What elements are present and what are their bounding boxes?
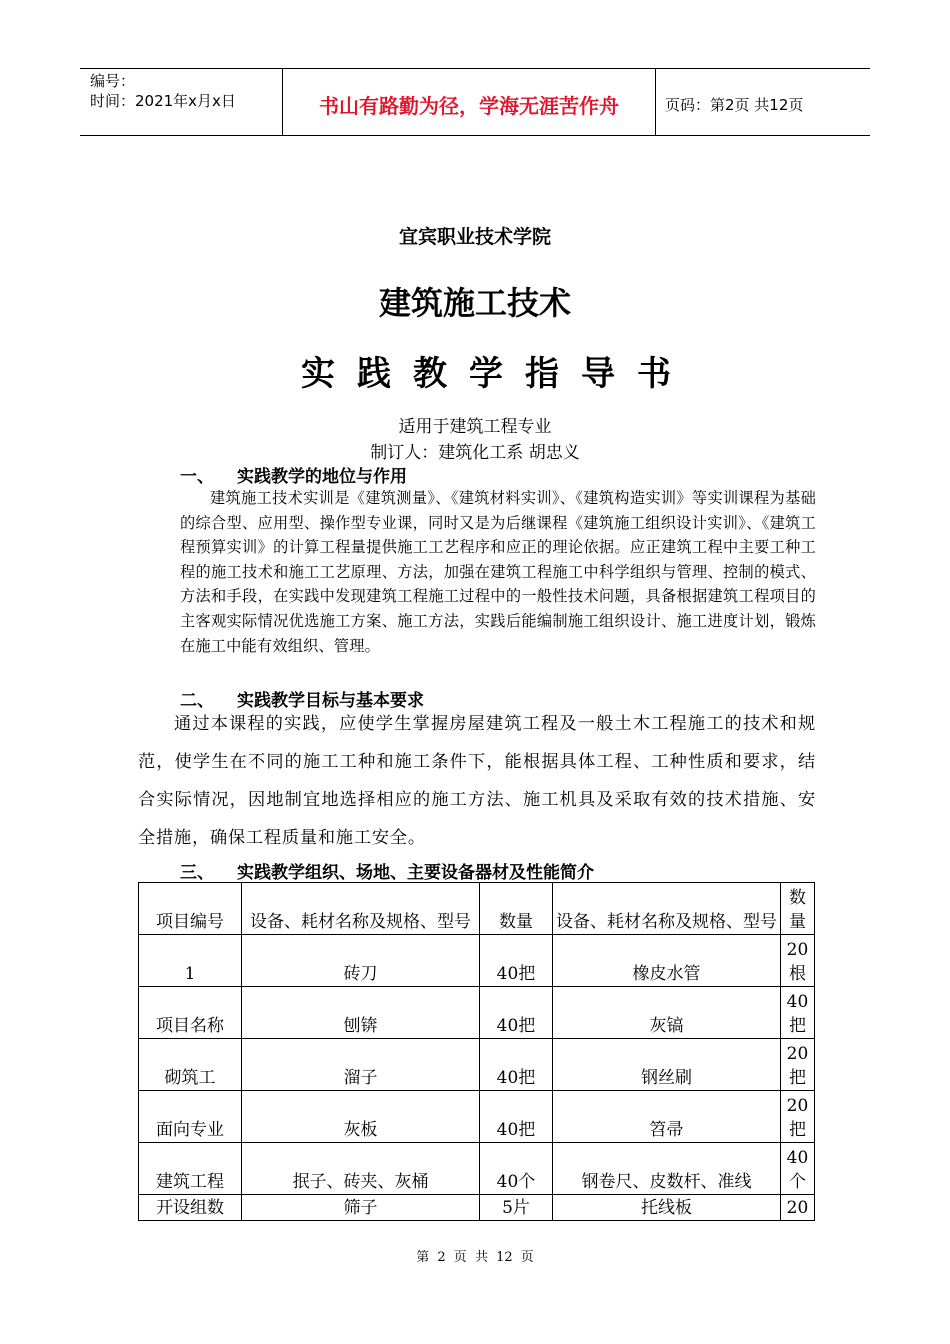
table-header-row <box>139 883 815 935</box>
table-cell: 溜子 <box>242 1039 480 1091</box>
table-header-cell: 数量 <box>480 883 553 935</box>
footer-page-number: 2 <box>437 1250 446 1265</box>
table-cell: 40把 <box>781 987 815 1039</box>
table-cell: 钢丝刷 <box>553 1039 781 1091</box>
table-cell: 砖刀 <box>242 935 480 987</box>
table-header-cell: 设备、耗材名称及规格、型号 <box>242 883 480 935</box>
table-cell: 面向专业 <box>139 1091 242 1143</box>
header-top-rule <box>80 68 870 69</box>
header-motto: 书山有路勤为径，学海无涯苦作舟 <box>319 94 619 118</box>
section-2-title: 实践教学目标与基本要求 <box>237 691 424 711</box>
page-footer <box>0 1246 950 1265</box>
equipment-table <box>138 882 815 1221</box>
table-cell: 40个 <box>480 1143 553 1195</box>
table-header-cell: 设备、耗材名称及规格、型号 <box>553 883 781 935</box>
table-header-cell: 数量 <box>781 883 815 935</box>
section-1-body: 建筑施工技术实训是《建筑测量》、《建筑材料实训》、《建筑构造实训》等实训课程为基础的综合型、应用型、操作型专业课，同时又是为后继课程《建筑施工组织设计实训》、《建筑工程预算实训》的计算工程量提供施工工艺程序和应正的理论依据。应正建筑工程中主要工种工程的施工技术和施工工艺原理、方法，加强在建筑工程施工中科学组织与管理、控制的模式、方法和手段，在实践中发现建筑工程施工过程中的一般性技术问题，具备根据建筑工程项目的主客观实际情况优选施工方案、施工方法，实践后能编制施工组织设计、施工进度计划，锻炼在施工中能有效组织、管理。 <box>180 489 816 655</box>
header-number-label: 编号： <box>90 72 136 90</box>
table-row <box>139 987 815 1039</box>
table-cell: 砌筑工 <box>139 1039 242 1091</box>
footer-prefix: 第 <box>416 1250 430 1265</box>
author-line: 制订人：建筑化工系 胡忠义 <box>370 443 580 463</box>
section-2-number: 二、 <box>180 691 214 711</box>
table-cell: 灰板 <box>242 1091 480 1143</box>
table-cell: 项目名称 <box>139 987 242 1039</box>
table-cell: 40把 <box>480 1091 553 1143</box>
section-1-heading <box>180 462 407 487</box>
table-header-cell: 项目编号 <box>139 883 242 935</box>
section-3-title: 实践教学组织、场地、主要设备器材及性能简介 <box>237 863 594 883</box>
table-cell: 灰镐 <box>553 987 781 1039</box>
school-name: 宜宾职业技术学院 <box>398 226 551 248</box>
footer-suffix: 页 <box>520 1250 534 1265</box>
document-title: 实践教学指导书 <box>301 354 693 394</box>
section-3-number: 三、 <box>180 863 214 883</box>
table-cell: 建筑工程 <box>139 1143 242 1195</box>
table-cell: 5片 <box>480 1195 553 1221</box>
table-cell: 托线板 <box>553 1195 781 1221</box>
table-cell: 1 <box>139 935 242 987</box>
table-cell: 笤帚 <box>553 1091 781 1143</box>
table-cell: 40个 <box>781 1143 815 1195</box>
table-cell: 橡皮水管 <box>553 935 781 987</box>
header-page-info: 页码：第2页 共12页 <box>665 96 804 114</box>
table-cell: 筛子 <box>242 1195 480 1221</box>
applicable-major: 适用于建筑工程专业 <box>398 417 552 437</box>
table-cell: 抿子、砖夹、灰桶 <box>242 1143 480 1195</box>
table-cell: 20 <box>781 1195 815 1221</box>
footer-total-prefix: 共 <box>474 1250 488 1265</box>
table-row <box>139 1091 815 1143</box>
footer-total-pages: 12 <box>496 1250 513 1265</box>
section-1-title: 实践教学的地位与作用 <box>237 467 407 487</box>
table-row <box>139 935 815 987</box>
table-cell: 20把 <box>781 1091 815 1143</box>
course-title: 建筑施工技术 <box>378 284 571 322</box>
table-cell: 20把 <box>781 1039 815 1091</box>
table-row <box>139 1039 815 1091</box>
table-cell: 40把 <box>480 987 553 1039</box>
header-bottom-rule <box>80 135 870 136</box>
footer-page-word: 页 <box>453 1250 467 1265</box>
header-time-label: 时间：2021年x月x日 <box>90 92 236 110</box>
table-cell: 钢卷尺、皮数杆、准线 <box>553 1143 781 1195</box>
header-divider-right <box>655 68 656 136</box>
table-cell: 20根 <box>781 935 815 987</box>
table-row <box>139 1143 815 1195</box>
table-cell: 40把 <box>480 935 553 987</box>
table-cell: 40把 <box>480 1039 553 1091</box>
table-cell: 开设组数 <box>139 1195 242 1221</box>
table-cell: 刨锛 <box>242 987 480 1039</box>
section-2-body: 通过本课程的实践，应使学生掌握房屋建筑工程及一般土木工程施工的技术和规范，使学生在不同的施工工种和施工条件下，能根据具体工程、工种性质和要求，结合实际情况，因地制宜地选择相应的施工方法、施工机具及采取有效的技术措施、安全措施，确保工程质量和施工安全。 <box>138 714 816 848</box>
section-3-heading <box>180 858 594 883</box>
section-1-number: 一、 <box>180 467 214 487</box>
table-row <box>139 1195 815 1221</box>
